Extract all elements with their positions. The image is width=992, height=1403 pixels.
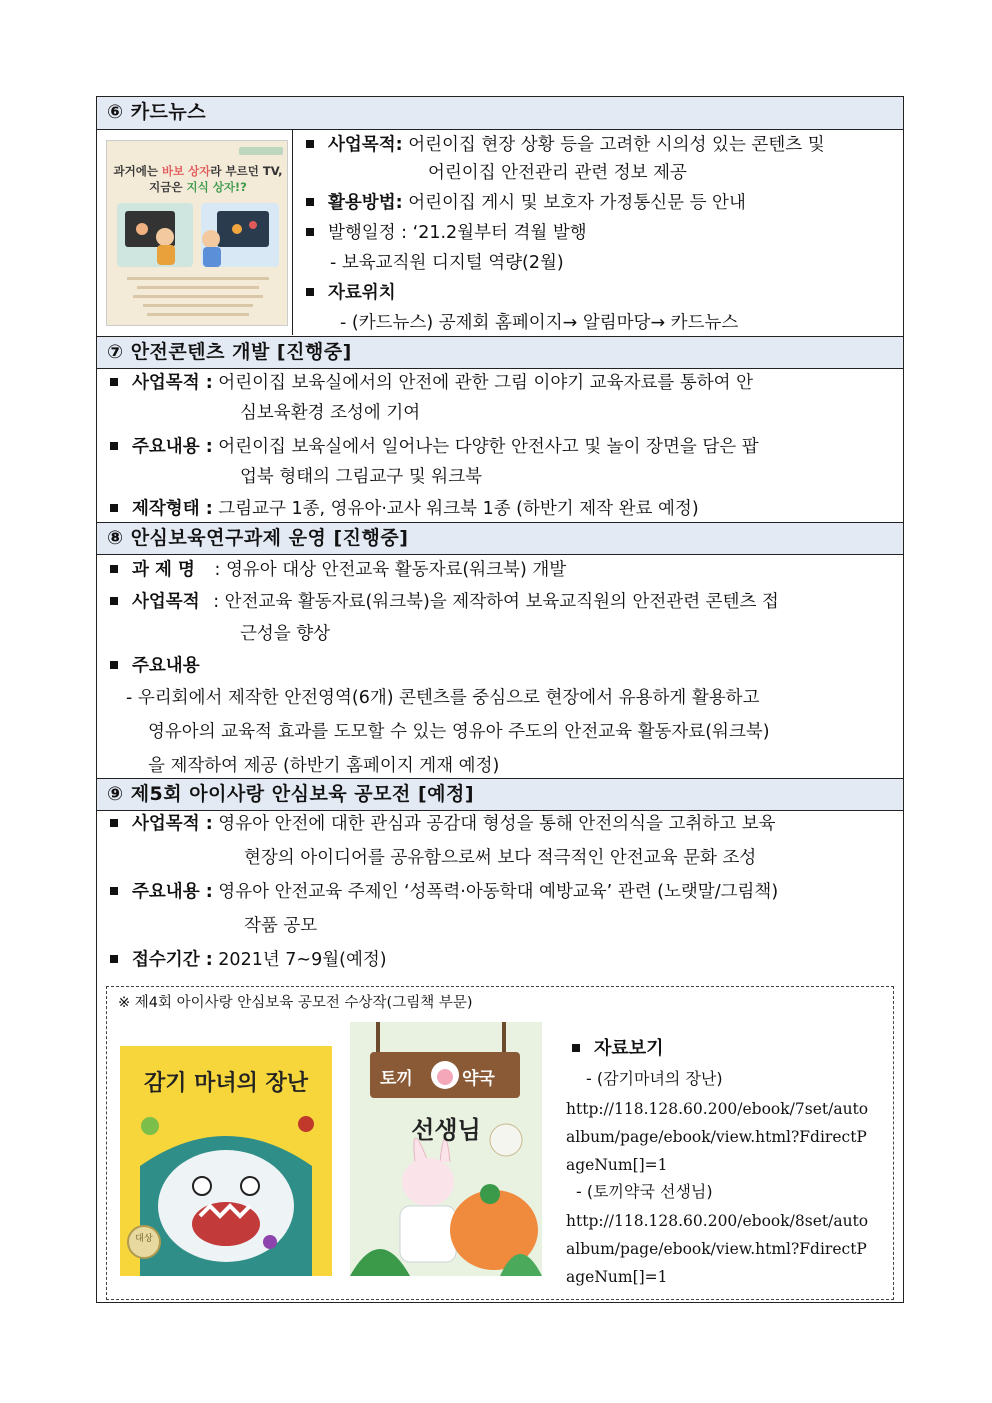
section-7-title: ⑦ 안전콘텐츠 개발 [진행중] bbox=[97, 336, 903, 369]
sec7-purpose-cont: 심보육환경 조성에 기여 bbox=[240, 403, 421, 423]
thumbnail-headline: 과거에는 바보 상자라 부르던 TV, 지금은 지식 상자!? bbox=[113, 164, 283, 194]
section-6-title: ⑥ 카드뉴스 bbox=[97, 97, 903, 130]
tv-illustration bbox=[107, 141, 288, 326]
rabbit-illustration bbox=[350, 1022, 542, 1276]
sec7-contents: 주요내용 : 어린이집 보육실에서 일어나는 다양한 안전사고 및 놀이 장면을 담은 팝 bbox=[110, 432, 759, 462]
sec6-location-path: - (카드뉴스) 공제회 홈페이지→ 알림마당→ 카드뉴스 bbox=[340, 313, 739, 333]
sec6-purpose: 사업목적: 어린이집 현장 상황 등을 고려한 시의성 있는 콘텐츠 및 bbox=[306, 130, 896, 160]
resource-2-url-line2[interactable]: album/page/ebook/view.html?FdirectP bbox=[566, 1240, 867, 1258]
sec8-desc-2: 영유아의 교육적 효과를 도모할 수 있는 영유아 주도의 안전교육 활동자료(워크북) bbox=[148, 722, 770, 742]
book-cover-rabbit-pharmacy[interactable] bbox=[350, 1022, 542, 1276]
book-cover-cold-witch[interactable] bbox=[120, 1046, 332, 1276]
book1-badge: 대상 bbox=[135, 1234, 153, 1244]
sec8-purpose: 사업목적 : 안전교육 활동자료(워크북)을 제작하여 보육교직원의 안전관련 콘텐츠 접 bbox=[110, 587, 779, 617]
resource-heading: 자료보기 bbox=[572, 1034, 664, 1064]
sec6-usage: 활용방법: 어린이집 게시 및 보호자 가정통신문 등 안내 bbox=[306, 188, 746, 218]
resource-1-url-line2[interactable]: album/page/ebook/view.html?FdirectP bbox=[566, 1128, 867, 1146]
sec8-contents: 주요내용 bbox=[110, 651, 200, 681]
sec6-schedule: 발행일정 : ‘21.2월부터 격월 발행 bbox=[306, 218, 587, 248]
book2-sign-right: 약국 bbox=[462, 1069, 495, 1089]
cardnews-thumbnail bbox=[106, 140, 288, 326]
book2-title: 선생님 bbox=[411, 1116, 481, 1144]
sec7-format: 제작형태 : 그림교구 1종, 영유아·교사 워크북 1종 (하반기 제작 완료 예정) bbox=[110, 494, 699, 524]
sec8-desc-1: - 우리회에서 제작한 안전영역(6개) 콘텐츠를 중심으로 현장에서 유용하게 활용하고 bbox=[126, 688, 760, 708]
sec7-contents-cont: 업북 형태의 그림교구 및 워크북 bbox=[240, 467, 483, 487]
book2-sign-left: 토끼 bbox=[380, 1069, 413, 1089]
sec6-purpose-cont: 어린이집 안전관리 관련 정보 제공 bbox=[428, 163, 687, 183]
section-8-title: ⑧ 안심보육연구과제 운영 [진행중] bbox=[97, 522, 903, 555]
sec6-schedule-item: - 보육교직원 디지털 역량(2월) bbox=[330, 253, 564, 273]
resource-1-url-line1[interactable]: http://118.128.60.200/ebook/7set/auto bbox=[566, 1100, 869, 1118]
sec9-contents-cont: 작품 공모 bbox=[244, 916, 318, 936]
resource-1-url-line3[interactable]: ageNum[]=1 bbox=[566, 1156, 668, 1174]
award-caption: ※ 제4회 아이사랑 안심보육 공모전 수상작(그림책 부문) bbox=[118, 995, 473, 1011]
sec8-project-name: 과 제 명 : 영유아 대상 안전교육 활동자료(워크북) 개발 bbox=[110, 555, 566, 585]
resource-2-title: - (토끼약국 선생님) bbox=[576, 1182, 713, 1201]
section-9-title: ⑨ 제5회 아이사랑 안심보육 공모전 [예정] bbox=[97, 778, 903, 811]
resource-2-url-line3[interactable]: ageNum[]=1 bbox=[566, 1268, 668, 1286]
sec6-location: 자료위치 bbox=[306, 278, 396, 308]
column-divider bbox=[292, 130, 293, 335]
resource-2-url-line1[interactable]: http://118.128.60.200/ebook/8set/auto bbox=[566, 1212, 869, 1230]
sec9-contents: 주요내용 : 영유아 안전교육 주제인 ‘성폭력·아동학대 예방교육’ 관련 (노랫말/그림책) bbox=[110, 877, 778, 907]
sec7-purpose: 사업목적 : 어린이집 보육실에서의 안전에 관한 그림 이야기 교육자료를 통하여 안 bbox=[110, 368, 753, 398]
sec9-period: 접수기간 : 2021년 7~9월(예정) bbox=[110, 945, 387, 975]
sec8-desc-3: 을 제작하여 제공 (하반기 홈페이지 게재 예정) bbox=[148, 756, 500, 776]
book1-title: 감기 마녀의 장난 bbox=[143, 1071, 309, 1096]
resource-1-title: - (감기마녀의 장난) bbox=[586, 1069, 723, 1088]
sec8-purpose-cont: 근성을 향상 bbox=[240, 624, 331, 644]
sec9-purpose-cont: 현장의 아이디어를 공유함으로써 보다 적극적인 안전교육 문화 조성 bbox=[244, 848, 757, 868]
sec9-purpose: 사업목적 : 영유아 안전에 대한 관심과 공감대 형성을 통해 안전의식을 고취하고 보육 bbox=[110, 809, 776, 839]
